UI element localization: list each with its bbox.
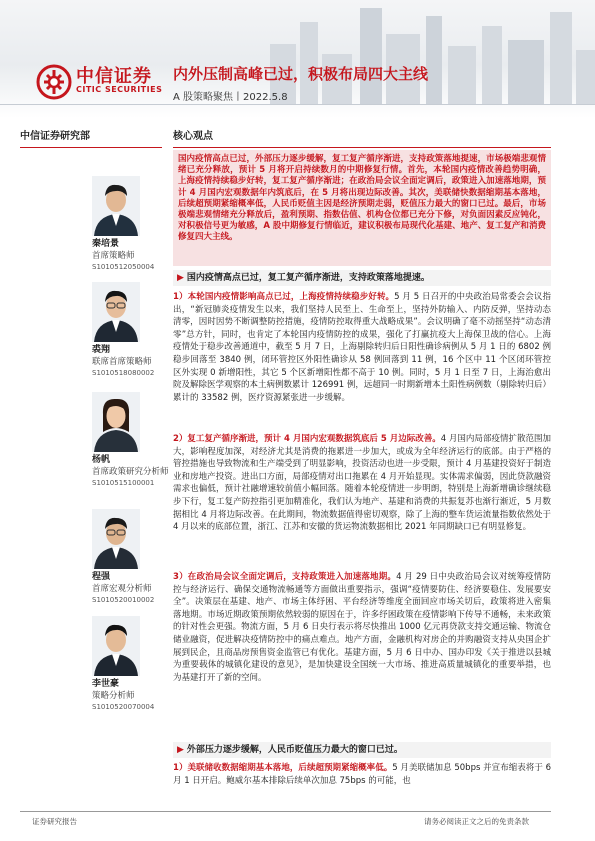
analyst-name: 李世豪 (92, 679, 120, 689)
analyst-photo (92, 392, 140, 452)
core-view-heading: 核心观点 (173, 127, 551, 148)
person-icon (92, 176, 140, 236)
footer-rule (20, 811, 551, 812)
analyst-cert: S1010518080002 (92, 369, 155, 377)
report-subtitle: A 股策略聚焦丨2022.5.8 (173, 92, 288, 103)
analyst-card (60, 509, 170, 606)
paragraph-1 (173, 291, 551, 404)
analyst-photo (92, 509, 140, 569)
key-summary-box (173, 150, 551, 266)
header-rule (0, 104, 595, 105)
analyst-name: 杨帆 (92, 455, 111, 465)
skyline-building (576, 50, 595, 104)
paragraph-body: 5 月 5 日召开的中央政治局常委会会议指出，“新冠肺炎疫情发生以来，我们坚持人民至上、生命至上，坚持外防输入、内防反弹，坚持动态清零，因时因势不断调整防控措施，疫情防控取得重大战略成果”。会议明确了毫不动摇坚持“动态清零”总方针，同时，也肯定了本轮国内疫情防控的成果，强化了打赢抗疫大上海保卫战的信心。上海疫情处于稳步改善通道中，截至 5 月 7 日，上海剔除转归后日阳性确诊病例从 5 月 1 日的 6802 例稳步回落至 3840 例，闭环管控区外阳性确诊从 58 例回落到 11 例，16 个区中 11 个区闭环管控区外实现 0 新增阳性，其它 5 个区新增阳性都不高于 10 例。同时，5 月 1 日至 7 日，上海治愈出院及解除医学观察的本土病例数累计 126991 例，远超同一时期新增本土阳性病例数（剔除转归后）累计的 33582 例，医疗资源紧张进一步缓解。 (173, 292, 551, 403)
logo-text-cn: 中信证券 (76, 66, 152, 87)
paragraph-lead: 1）本轮国内疫情影响高点已过，上海疫情持续稳步好转。 (173, 292, 395, 302)
skyline-building (360, 8, 382, 104)
section-heading (173, 270, 551, 286)
paragraph-3 (173, 571, 551, 684)
paragraph-lead: 1）美联储收数据缩期基本落地，后续超预期紧缩概率低。 (173, 763, 393, 773)
paragraph-lead: 2）复工复产循序渐进，预计 4 月国内宏观数据筑底后 5 月边际改善。 (173, 434, 441, 444)
skyline-building (482, 26, 502, 104)
analyst-card (60, 176, 170, 273)
analyst-name: 裘翔 (92, 345, 111, 355)
skyline-building (550, 12, 572, 104)
analyst-role: 首席政策研究分析师 (92, 467, 169, 477)
person-icon (92, 282, 140, 342)
analyst-card (60, 392, 170, 489)
analyst-cert: S1010512050004 (92, 263, 155, 271)
analyst-role: 联席首席策略师 (92, 357, 152, 367)
section-heading (173, 742, 551, 758)
analyst-cert: S1010520070004 (92, 703, 155, 711)
report-header (0, 0, 595, 118)
analyst-name: 程强 (92, 572, 111, 582)
citic-logo-icon (36, 64, 72, 100)
analyst-photo (92, 176, 140, 236)
person-icon (92, 616, 140, 676)
analyst-name: 秦培景 (92, 239, 120, 249)
analyst-role: 策略分析师 (92, 691, 135, 701)
section-heading-text: 外部压力逐步缓解，人民币贬值压力最大的窗口已过。 (186, 745, 403, 755)
analyst-photo (92, 282, 140, 342)
paragraph-lead: 3）在政治局会议全面定调后，支持政策进入加速落地期。 (173, 572, 397, 582)
citic-logo (36, 62, 166, 100)
person-icon (92, 509, 140, 569)
paragraph-4 (173, 762, 551, 787)
key-summary-text: 国内疫情高点已过，外部压力逐步缓解，复工复产循序渐进，支持政策落地提速，市场极端悲观情绪已充分释放，预计 5 月将开启持续数月的中期修复行情。首先，本轮国内疫情改善趋势明确，上海疫情持续稳步好转，复工复产循序渐进；在政治局会议全面定调后，政策进入加速落地期，预计 4 月国内宏观数据年内筑底后，在 5 月将出现边际改善。其次，美联储快数据缩期基本落地，后续超预期紧缩概率低，人民币贬值主因是经济预期走弱，贬值压力最大的窗口已过。最后，市场极端悲观情绪充分释放后，盈利预期、指数估值、机构仓位都已充分下修，对负面因素反应钝化，对积极信号更为敏感，A 股中期修复行情临近，建议积极布局现代化基建、地产、复工复产和消费修复四大主线。 (178, 154, 546, 243)
research-dept-heading: 中信证券研究部 (20, 127, 162, 148)
paragraph-2 (173, 433, 551, 534)
analyst-card (60, 282, 170, 379)
triangle-bullet-icon: ▶ (177, 745, 184, 755)
analyst-cert: S1010515100001 (92, 479, 155, 487)
paragraph-body: 4 月 29 日中央政治局会议对统筹疫情防控与经济运行、确保交通物流畅通等方面做出重要指示，强调“疫情要防住、经济要稳住、发展要安全”。决策层在基建、地产、市场主体纾困、平台经济等维度全面回应市场关切后，政策将进入密集落地期。市场近期政策预期依然较弱的原因在于，许多纾困政策在疫情影响下传导不通畅，未来政策的针对性会更强。物流方面，5 月 6 日央行表示将尽快推出 1000 亿元再贷款支持交通运输、物流仓储业融资，促进解决疫情防控中的痛点难点。地产方面，金融机构对房企的并购融资支持从央国企扩展到民企，且商品房预售资金监管已有优化。基建方面，5 月 6 日中办、国办印发《关于推进以县城为重要载体的城镇化建设的意见》，是加快建设全国统一大市场、推进高质量城镇化的重要举措，也为基建打开了新的空间。 (173, 572, 551, 683)
skyline-building (448, 46, 476, 104)
footer-disclaimer-text: 请务必阅读正文之后的免责条款 (424, 817, 529, 826)
analyst-cert: S1010520010002 (92, 596, 155, 604)
analyst-role: 首席宏观分析师 (92, 584, 152, 594)
report-title: 内外压制高峰已过，积极布局四大主线 (173, 65, 429, 83)
section-heading-text: 国内疫情高点已过，复工复产循序渐进，支持政策落地提速。 (186, 273, 430, 283)
analyst-card (60, 616, 170, 713)
logo-text-en: CITIC SECURITIES (76, 85, 163, 94)
analyst-role: 首席策略师 (92, 251, 135, 261)
footer-left-text: 证券研究报告 (32, 817, 77, 826)
skyline-building (508, 40, 544, 104)
analyst-photo (92, 616, 140, 676)
paragraph-body: 4 月国内局部疫情扩散范围加大，影响程度加深，对经济尤其是消费的拖累进一步加大，或成为全年经济运行的底部。由于严格的管控措施也导致物流和生产端受到了明显影响，投资活动也进一步受限，预计 4 月基建投资好于制造业和房地产投资。进出口方面，局部疫情对出口拖累在 4 月开始显现。实体需求偏弱，因此贷款融资需求也偏低，预计社融增速较前值小幅回落。随着本轮疫情进一步明朗，特别是上海新增确诊继续稳步下行，复工复产防控指引更加精准化，我们认为地产、基建和消费的共振复苏也渐行渐近，5 月数据相比 4 月将边际改善。在此期间，物流数据值得密切观察，除了上海的整车货运流量指数依然处于 4 月以来的底部位置，浙江、江苏和安徽的货运物流数据相比 2021 年同期缺口已有明显修复。 (173, 434, 551, 533)
paragraph-body: 5 月美联储加息 50bps 并宣布缩表将于 6 月 1 日开启。鲍威尔基本排除后续单次加息 75bps 的可能，也 (173, 763, 551, 786)
skyline-building (426, 16, 442, 104)
person-icon (92, 392, 140, 452)
triangle-bullet-icon: ▶ (177, 273, 184, 283)
